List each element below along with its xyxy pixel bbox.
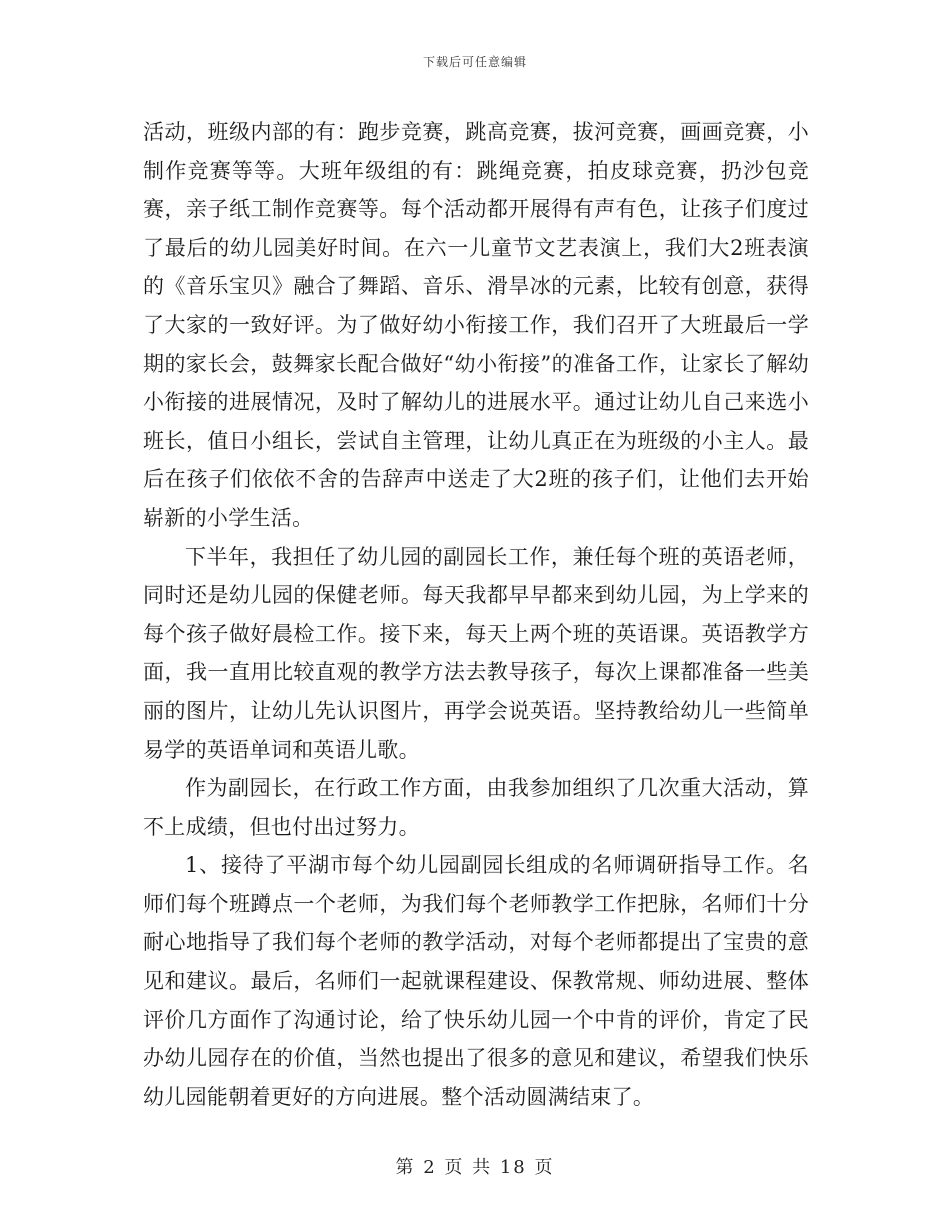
page-header: 下载后可任意编辑	[422, 55, 527, 69]
page-footer: 第 2 页 共 18 页	[395, 1157, 555, 1178]
paragraph-4: 1、接待了平湖市每个幼儿园副园长组成的名师调研指导工作。名师们每个班蹲点一个老师，为我们每个老师教学工作把脉，名师们十分耐心地指导了我们每个老师的教学活动，对每个老师都提出了宝贵的意见和建议。最后，名师们一起就课程建设、保教常规、师幼进展、整体评价几方面作了沟通讨论，给了快乐幼儿园一个中肯的评价，肯定了民办幼儿园存在的价值，当然也提出了很多的意见和建议，希望我们快乐幼儿园能朝着更好的方向进展。整个活动圆满结束了。	[143, 853, 809, 1109]
paragraph-3: 作为副园长，在行政工作方面，由我参加组织了几次重大活动，算不上成绩，但也付出过努力。	[143, 776, 809, 839]
paragraph-1: 活动，班级内部的有：跑步竞赛，跳高竞赛，拔河竞赛，画画竞赛，小制作竞赛等等。大班年级组的有：跳绳竞赛，拍皮球竞赛，扔沙包竞赛，亲子纸工制作竞赛等。每个活动都开展得有声有色，让孩子们度过了最后的幼儿园美好时间。在六一儿童节文艺表演上，我们大2班表演的《音乐宝贝》融合了舞蹈、音乐、滑旱冰的元素，比较有创意，获得了大家的一致好评。为了做好幼小衔接工作，我们召开了大班最后一学期的家长会，鼓舞家长配合做好“幼小衔接”的准备工作，让家长了解幼小衔接的进展情况，及时了解幼儿的进展水平。通过让幼儿自己来选小班长，值日小组长，尝试自主管理，让幼儿真正在为班级的小主人。最后在孩子们依依不舍的告辞声中送走了大2班的孩子们，让他们去开始崭新的小学生活。	[143, 120, 809, 530]
paragraph-2: 下半年，我担任了幼儿园的副园长工作，兼任每个班的英语老师，同时还是幼儿园的保健老师。每天我都早早都来到幼儿园，为上学来的每个孩子做好晨检工作。接下来，每天上两个班的英语课。英语教学方面，我一直用比较直观的教学方法去教导孩子，每次上课都准备一些美丽的图片，让幼儿先认识图片，再学会说英语。坚持教给幼儿一些简单易学的英语单词和英语儿歌。	[143, 544, 809, 762]
document-body	[143, 113, 809, 1116]
